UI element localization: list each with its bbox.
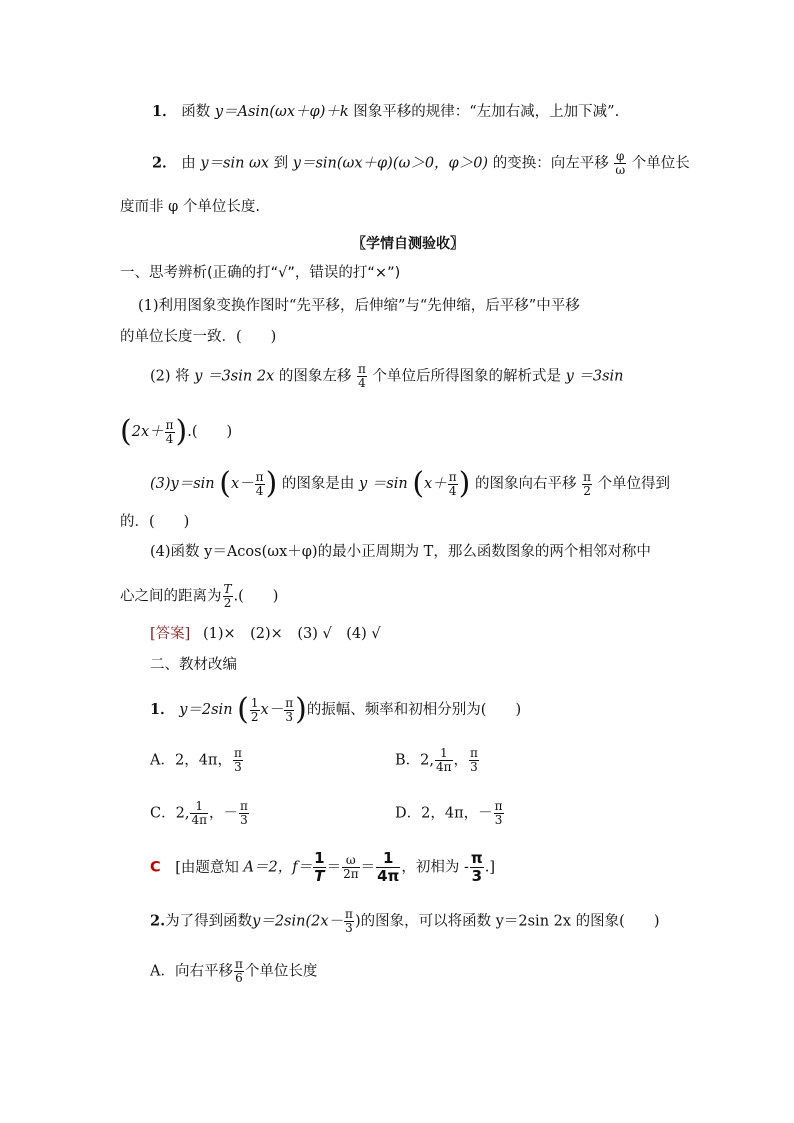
answer-text: (1)× (2)× (3) √ (4) √ bbox=[202, 626, 381, 642]
note-2-text-b: 到 bbox=[273, 155, 289, 172]
q3-formula-a: (3)y＝sin bbox=[150, 476, 215, 492]
q2-text-a: (2) 将 bbox=[150, 368, 190, 385]
problem-1-number: 1． bbox=[150, 701, 175, 718]
option-b-fraction-2: $\frac{\pi}{3}$ bbox=[470, 746, 478, 774]
solution-letter: C bbox=[150, 859, 161, 876]
q2-inner: 2x＋ bbox=[131, 424, 164, 440]
q2-text-c: 个单位后所得图象的解析式是 bbox=[372, 368, 561, 385]
solution-fraction-4: $\frac{\pi}{3}$ bbox=[470, 849, 483, 885]
problem-2 bbox=[150, 908, 659, 935]
part-2-heading: 二、教材改编 bbox=[150, 657, 237, 673]
option-b bbox=[395, 747, 480, 774]
solution-eq-1: ＝ bbox=[326, 859, 342, 876]
solution-text-c: ，初相为 - bbox=[401, 859, 469, 876]
note-2-formula-1: y＝sin ωx bbox=[200, 155, 270, 172]
solution-fraction-1: $\frac{1}{T}$ bbox=[314, 849, 325, 885]
note-2-text-d: 个单位长 bbox=[631, 155, 690, 172]
p2-fraction: $\frac{\pi}{3}$ bbox=[345, 907, 353, 935]
p1-fraction-1: $\frac{1}{2}$ bbox=[250, 695, 259, 724]
p1-x: x－ bbox=[260, 702, 284, 718]
right-paren: ) bbox=[458, 466, 471, 501]
q4-text-b: .( ) bbox=[233, 588, 279, 605]
q2-formula: y ＝3sin 2x bbox=[194, 368, 275, 385]
option-b-fraction-1: $\frac{1}{4\pi}$ bbox=[436, 746, 452, 774]
note-1-rest: 图象平移的规律：“左加右减，上加下减”. bbox=[353, 104, 620, 120]
part-1-heading: 一、思考辨析(正确的打“√”，错误的打“×”) bbox=[120, 265, 401, 281]
note-2 bbox=[152, 150, 690, 177]
note-2-line-2: 度而非 φ 个单位长度. bbox=[120, 199, 260, 215]
note-2-number: 2． bbox=[152, 154, 177, 172]
option-c-fraction-1: $\frac{1}{4\pi}$ bbox=[191, 799, 207, 827]
p2-option-a-fraction: $\frac{\pi}{6}$ bbox=[234, 957, 243, 985]
problem-1 bbox=[150, 692, 522, 727]
note-1-text: 函数 bbox=[181, 104, 211, 120]
question-1-line-1: (1)利用图象变换作图时“先平移，后伸缩”与“先伸缩，后平移”中平移 bbox=[138, 298, 580, 314]
option-d bbox=[395, 800, 505, 827]
option-b-sep: ， bbox=[453, 752, 469, 769]
left-paren: ( bbox=[237, 692, 249, 727]
p2-formula: y＝2sin(2x－ bbox=[252, 913, 344, 930]
question-4-line-1: (4)函数 y＝Acos(ωx＋φ)的最小正周期为 T，那么函数图象的两个相邻对称中 bbox=[150, 544, 651, 560]
question-4-line-2 bbox=[120, 583, 278, 610]
q3-text-d: 个单位得到 bbox=[597, 476, 671, 492]
solution-text-a: [由题意知 bbox=[175, 859, 239, 876]
option-a bbox=[150, 747, 244, 774]
option-c-text: C．2, bbox=[150, 805, 190, 822]
problem-2-option-a bbox=[150, 958, 317, 985]
p2-text-a: 为了得到函数 bbox=[165, 913, 253, 930]
question-2-line-1 bbox=[150, 363, 624, 390]
problem-2-number: 2. bbox=[150, 912, 166, 930]
q2-text-b: 的图象左移 bbox=[278, 368, 352, 385]
solution-end: .] bbox=[484, 859, 496, 876]
q3-text-c: 的图象向右平移 bbox=[474, 476, 577, 492]
q3-fraction-3: $\frac{\pi}{2}$ bbox=[583, 469, 591, 498]
note-2-formula-2: y＝sin(ωx＋φ)(ω＞0，φ＞0) bbox=[292, 155, 489, 172]
note-1 bbox=[152, 102, 619, 122]
p1-text-b: 的振幅、频率和初相分别为( ) bbox=[306, 702, 522, 718]
question-1-line-2: 的单位长度一致．( ) bbox=[120, 329, 277, 345]
q3-text-b: 的图象是由 bbox=[281, 476, 355, 492]
right-paren: ) bbox=[175, 414, 188, 449]
q3-inner-1: x－ bbox=[230, 476, 254, 492]
left-paren: ( bbox=[219, 466, 231, 501]
section-title: 〖学情自测验收〗 bbox=[352, 236, 464, 252]
option-c-fraction-2: $\frac{\pi}{3}$ bbox=[239, 799, 248, 827]
right-paren: ) bbox=[265, 466, 278, 501]
option-c bbox=[150, 800, 250, 827]
q2-end: .( ) bbox=[187, 424, 233, 440]
q2-formula-2: y ＝3sin bbox=[565, 368, 624, 385]
note-2-fraction: $\frac{\varphi}{\omega}$ bbox=[615, 149, 626, 177]
note-1-formula: y＝Asin(ωx＋φ)＋k bbox=[214, 104, 349, 120]
q3-fraction-2: $\frac{\pi}{4}$ bbox=[448, 469, 457, 498]
option-d-text: D．2，4π，－ bbox=[395, 805, 493, 822]
p1-fraction-2: $\frac{\pi}{3}$ bbox=[285, 695, 294, 724]
option-b-text: B．2, bbox=[395, 752, 434, 769]
solution-fraction-2: $\frac{\omega}{2\pi}$ bbox=[343, 853, 359, 881]
question-2-line-2 bbox=[120, 414, 233, 449]
p2-option-a-end: 个单位长度 bbox=[244, 963, 318, 980]
solution-text-b: A＝2，f＝ bbox=[243, 859, 313, 876]
option-c-sep: ，－ bbox=[208, 805, 238, 822]
q2-line2-fraction: $\frac{\pi}{4}$ bbox=[165, 417, 174, 446]
option-d-fraction: $\frac{\pi}{3}$ bbox=[494, 799, 503, 827]
option-a-fraction: $\frac{\pi}{3}$ bbox=[233, 746, 242, 774]
solution-fraction-3: $\frac{1}{4\pi}$ bbox=[377, 849, 400, 885]
q4-fraction: $\frac{T}{2}$ bbox=[223, 582, 232, 610]
answer-label: [答案] bbox=[150, 626, 191, 642]
p1-formula-a: y＝2sin bbox=[179, 702, 233, 718]
p2-text-b: )的图象，可以将函数 y＝2sin 2x 的图象( ) bbox=[354, 913, 660, 930]
solution-1 bbox=[150, 850, 495, 885]
note-2-text-a: 由 bbox=[181, 155, 196, 172]
answer-line bbox=[150, 624, 381, 644]
note-1-number: 1． bbox=[152, 103, 177, 120]
right-paren: ) bbox=[295, 692, 307, 727]
q2-fraction: $\frac{\pi}{4}$ bbox=[357, 362, 366, 390]
q3-fraction-1: $\frac{\pi}{4}$ bbox=[255, 469, 264, 498]
note-2-text-c: 的变换：向左平移 bbox=[492, 155, 609, 172]
solution-eq-2: ＝ bbox=[360, 859, 376, 876]
q3-formula-2: y ＝sin bbox=[359, 476, 408, 492]
question-3-line-2: 的．( ) bbox=[120, 514, 190, 530]
option-a-text: A．2，4π， bbox=[150, 752, 232, 769]
p2-option-a-text: A．向右平移 bbox=[150, 963, 233, 980]
q3-inner-2: x＋ bbox=[424, 476, 447, 492]
question-3-line-1 bbox=[150, 466, 671, 501]
q4-text-a: 心之间的距离为 bbox=[120, 588, 222, 605]
left-paren: ( bbox=[120, 414, 132, 449]
left-paren: ( bbox=[412, 466, 425, 501]
